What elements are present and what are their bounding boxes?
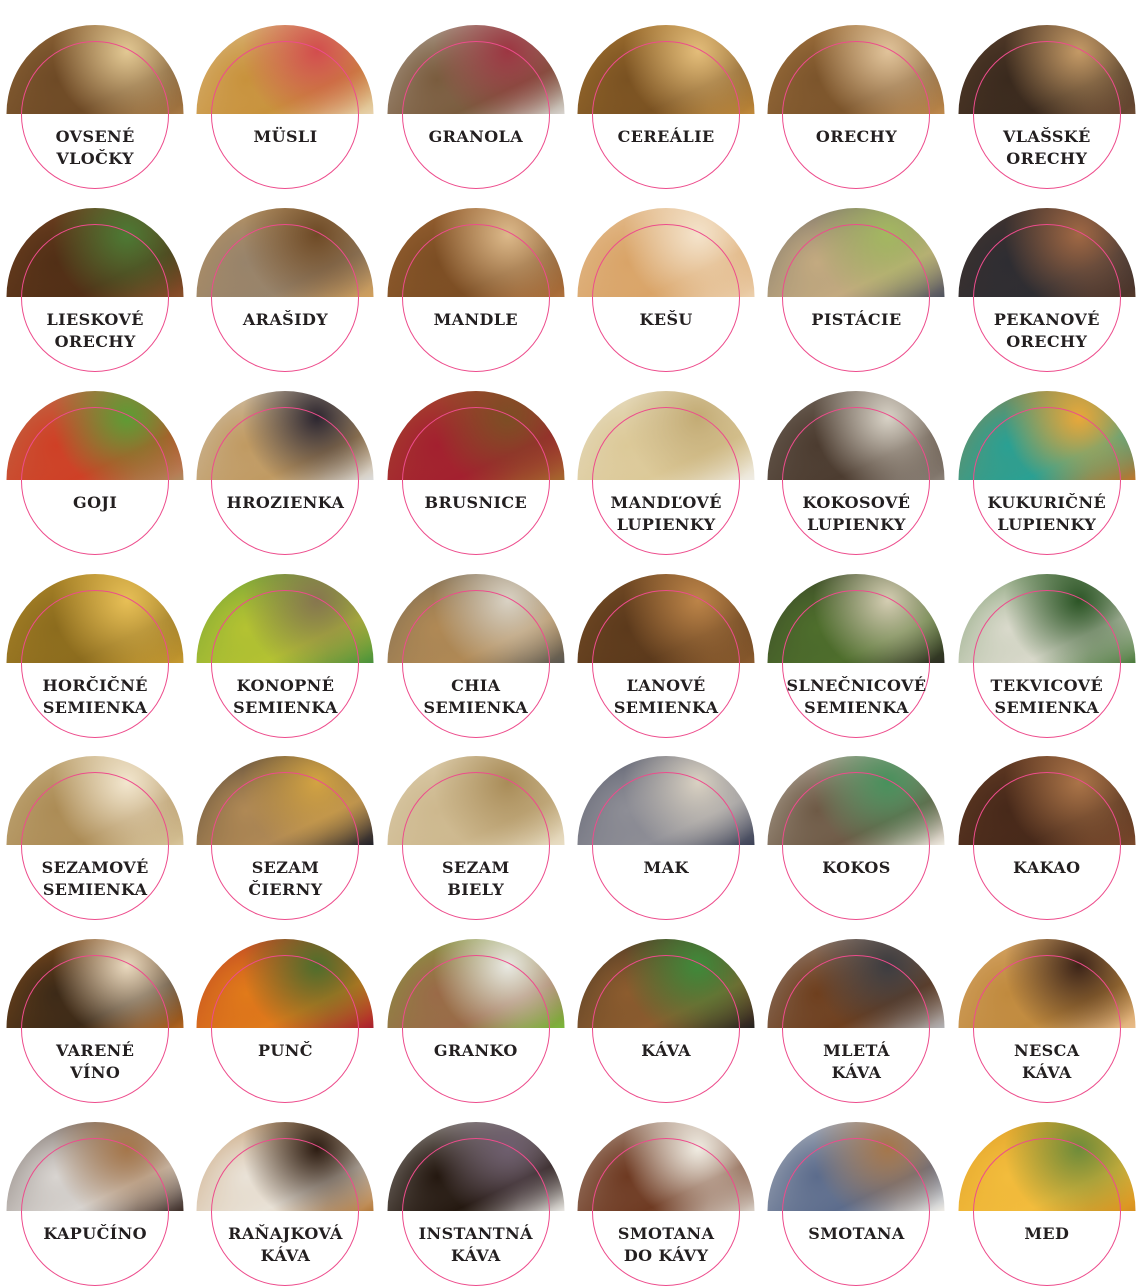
food-label-text bbox=[582, 1040, 750, 1062]
food-label-line: SEMIENKA bbox=[42, 697, 148, 717]
food-label-card bbox=[421, 747, 531, 898]
food-photo bbox=[7, 1122, 184, 1211]
food-photo bbox=[578, 939, 755, 1028]
food-label-text bbox=[392, 492, 560, 514]
food-label-line: ORECHY bbox=[815, 127, 898, 146]
food-label-text bbox=[11, 309, 179, 353]
food-label-card bbox=[418, 1113, 533, 1266]
food-label-text bbox=[582, 492, 750, 536]
food-photo bbox=[197, 208, 374, 297]
food-label-card bbox=[611, 930, 721, 1081]
food-label-card bbox=[611, 16, 721, 167]
food-label-card bbox=[801, 16, 911, 167]
food-label-text bbox=[392, 126, 560, 148]
food-photo bbox=[958, 1122, 1135, 1211]
food-label-line: KÁVA bbox=[260, 1246, 311, 1266]
food-label-text bbox=[201, 309, 369, 331]
food-photo bbox=[387, 391, 564, 480]
food-label-text bbox=[201, 675, 369, 719]
food-label-line: GRANOLA bbox=[428, 127, 524, 146]
food-label-text bbox=[963, 492, 1131, 536]
food-photo bbox=[578, 1122, 755, 1211]
food-label-text bbox=[963, 1040, 1131, 1084]
food-label-line: ĽANOVÉ bbox=[626, 675, 706, 695]
food-label-line: SEMIENKA bbox=[233, 697, 338, 717]
food-label-line: MÜSLI bbox=[253, 127, 318, 146]
food-label-card bbox=[40, 565, 150, 716]
food-label-line: ARAŠIDY bbox=[242, 309, 329, 329]
food-label-line: LUPIENKY bbox=[997, 514, 1097, 534]
food-label-card bbox=[40, 382, 150, 533]
food-label-line: KÁVA bbox=[1021, 1063, 1072, 1083]
food-photo bbox=[387, 208, 564, 297]
food-label-card bbox=[992, 16, 1102, 167]
food-label-line: SEMIENKA bbox=[804, 697, 909, 717]
food-label-card bbox=[992, 747, 1102, 898]
food-label-text bbox=[11, 1223, 179, 1245]
food-label-line: KEŠU bbox=[639, 309, 693, 329]
food-label-text bbox=[11, 1040, 179, 1084]
food-label-text bbox=[582, 857, 750, 879]
food-label-card bbox=[801, 1113, 911, 1264]
food-label-line: OVSENÉ bbox=[55, 127, 135, 146]
food-label-text bbox=[392, 675, 560, 719]
food-photo bbox=[387, 1122, 564, 1211]
food-label-text bbox=[772, 492, 940, 536]
food-label-text bbox=[963, 126, 1131, 170]
food-label-line: GOJI bbox=[73, 492, 118, 512]
food-label-text bbox=[772, 309, 940, 331]
food-photo bbox=[958, 574, 1135, 663]
food-label-line: KOKOS bbox=[822, 858, 891, 878]
food-label-line: KONOPNÉ bbox=[236, 675, 335, 695]
food-photo bbox=[578, 756, 755, 845]
food-label-text bbox=[772, 126, 940, 148]
food-label-line: SEZAMOVÉ bbox=[41, 858, 149, 878]
food-label-line: SEMIENKA bbox=[42, 880, 148, 900]
food-photo bbox=[768, 391, 945, 480]
food-label-text bbox=[963, 857, 1131, 879]
food-label-card bbox=[801, 747, 911, 898]
food-label-card bbox=[230, 199, 340, 350]
food-label-line: VÍNO bbox=[70, 1063, 121, 1083]
food-label-text bbox=[772, 857, 940, 879]
food-photo bbox=[958, 391, 1135, 480]
food-photo bbox=[197, 939, 374, 1028]
food-label-text bbox=[11, 675, 179, 719]
food-label-card bbox=[230, 930, 340, 1081]
food-label-line: SEZAM bbox=[442, 858, 510, 878]
food-photo bbox=[578, 574, 755, 663]
food-label-line: KAKAO bbox=[1013, 858, 1081, 878]
food-photo bbox=[7, 756, 184, 845]
food-photo bbox=[387, 574, 564, 663]
food-photo bbox=[7, 939, 184, 1028]
food-photo bbox=[768, 1122, 945, 1211]
food-label-text bbox=[963, 675, 1131, 719]
food-photo bbox=[7, 574, 184, 663]
food-label-line: MAK bbox=[643, 858, 689, 878]
food-label-card bbox=[230, 565, 340, 716]
food-label-card bbox=[230, 16, 340, 167]
food-label-line: KÁVA bbox=[831, 1063, 882, 1083]
food-label-text bbox=[963, 1223, 1131, 1245]
food-label-card bbox=[611, 747, 721, 898]
food-label-text bbox=[772, 675, 940, 719]
food-photo bbox=[7, 208, 184, 297]
food-label-line: SEMIENKA bbox=[613, 697, 719, 717]
food-photo bbox=[578, 208, 755, 297]
food-label-text bbox=[582, 309, 750, 331]
food-label-text bbox=[772, 1040, 940, 1084]
food-label-line: VLAŠSKÉ bbox=[1002, 127, 1091, 146]
food-label-text bbox=[201, 492, 369, 514]
food-photo bbox=[768, 25, 945, 114]
food-label-line: VARENÉ bbox=[56, 1041, 135, 1061]
food-label-line: SMOTANA bbox=[617, 1224, 715, 1244]
food-label-line: KÁVA bbox=[641, 1041, 691, 1061]
food-label-line: HROZIENKA bbox=[226, 492, 345, 512]
food-label-text bbox=[11, 857, 179, 901]
food-label-line: ORECHY bbox=[54, 331, 136, 351]
food-photo bbox=[958, 208, 1135, 297]
food-label-line: DO KÁVY bbox=[623, 1246, 709, 1266]
food-label-card bbox=[611, 565, 721, 716]
food-label-line: HORČIČNÉ bbox=[42, 675, 148, 695]
food-label-line: ORECHY bbox=[1006, 149, 1088, 168]
food-label-line: INSTANTNÁ bbox=[418, 1224, 533, 1244]
food-photo bbox=[578, 391, 755, 480]
food-label-line: VLOČKY bbox=[56, 149, 134, 168]
food-label-line: ČIERNY bbox=[248, 880, 323, 900]
food-label-line: CEREÁLIE bbox=[617, 127, 715, 146]
food-label-text bbox=[201, 126, 369, 148]
food-label-text bbox=[392, 1223, 560, 1267]
food-label-card bbox=[801, 382, 911, 533]
food-label-line: LIESKOVÉ bbox=[46, 309, 144, 329]
food-photo bbox=[958, 25, 1135, 114]
food-label-card bbox=[421, 565, 531, 716]
food-photo bbox=[387, 756, 564, 845]
food-label-line: LUPIENKY bbox=[616, 514, 716, 534]
food-label-line: PEKANOVÉ bbox=[993, 309, 1100, 329]
food-label-card bbox=[611, 199, 721, 350]
food-label-text bbox=[392, 857, 560, 901]
food-photo bbox=[768, 939, 945, 1028]
food-label-card bbox=[611, 382, 721, 533]
food-label-card bbox=[987, 382, 1107, 534]
food-photo bbox=[578, 25, 755, 114]
food-label-line: NESCA bbox=[1014, 1041, 1080, 1061]
food-label-text bbox=[772, 1223, 940, 1245]
food-label-card bbox=[421, 382, 531, 533]
food-label-line: SEZAM bbox=[251, 858, 320, 878]
food-label-line: SMOTANA bbox=[808, 1224, 905, 1244]
food-label-card bbox=[611, 1113, 721, 1264]
food-label-line: MANDĽOVÉ bbox=[610, 492, 722, 512]
food-label-line: MANDLE bbox=[433, 309, 519, 329]
food-label-text bbox=[201, 857, 369, 901]
food-label-card bbox=[421, 930, 531, 1081]
food-label-card bbox=[40, 747, 150, 898]
food-photo bbox=[7, 25, 184, 114]
food-label-card bbox=[992, 930, 1102, 1081]
food-label-text bbox=[11, 492, 179, 514]
food-label-line: PUNČ bbox=[258, 1041, 313, 1061]
food-label-card bbox=[801, 199, 911, 350]
food-label-card bbox=[226, 382, 345, 533]
food-label-card bbox=[992, 565, 1102, 716]
food-label-text bbox=[582, 126, 750, 148]
food-label-card bbox=[40, 16, 150, 167]
food-photo bbox=[197, 25, 374, 114]
food-label-card bbox=[230, 747, 340, 898]
food-photo bbox=[958, 756, 1135, 845]
food-label-line: SLNEČNICOVÉ bbox=[786, 675, 927, 695]
food-photo bbox=[387, 939, 564, 1028]
food-label-line: TEKVICOVÉ bbox=[990, 675, 1104, 695]
food-label-line: MLETÁ bbox=[823, 1041, 890, 1061]
food-photo bbox=[197, 574, 374, 663]
food-label-text bbox=[582, 1223, 750, 1267]
food-label-card bbox=[992, 1113, 1102, 1264]
food-label-text bbox=[392, 309, 560, 331]
food-photo bbox=[768, 208, 945, 297]
food-label-line: PISTÁCIE bbox=[811, 309, 902, 329]
food-label-text bbox=[11, 126, 179, 170]
food-photo bbox=[197, 1122, 374, 1211]
food-label-card bbox=[40, 930, 150, 1081]
food-label-text bbox=[392, 1040, 560, 1062]
food-label-card bbox=[40, 199, 150, 350]
food-label-line: ORECHY bbox=[1006, 331, 1088, 351]
food-label-line: BRUSNICE bbox=[424, 492, 528, 512]
food-label-line: SEMIENKA bbox=[994, 697, 1100, 717]
food-label-card bbox=[421, 199, 531, 350]
food-label-text bbox=[963, 309, 1131, 353]
food-label-line: RAŇAJKOVÁ bbox=[228, 1224, 343, 1244]
food-label-card bbox=[40, 1113, 150, 1264]
food-label-line: LUPIENKY bbox=[807, 514, 906, 534]
food-label-line: SEMIENKA bbox=[423, 697, 529, 717]
food-label-card bbox=[786, 565, 927, 717]
food-photo bbox=[768, 574, 945, 663]
food-photo bbox=[768, 756, 945, 845]
food-label-card bbox=[421, 16, 531, 167]
food-label-line: KÁVA bbox=[450, 1246, 501, 1266]
food-label-line: MED bbox=[1024, 1224, 1070, 1244]
food-label-line: CHIA bbox=[451, 675, 501, 695]
food-photo bbox=[387, 25, 564, 114]
food-label-line: KOKOSOVÉ bbox=[802, 492, 911, 512]
food-label-card bbox=[992, 199, 1102, 350]
food-photo bbox=[197, 391, 374, 480]
food-label-line: BIELY bbox=[447, 880, 505, 900]
food-label-text bbox=[582, 675, 750, 719]
food-label-card bbox=[228, 1113, 343, 1266]
food-label-line: KAPUČÍNO bbox=[43, 1224, 147, 1244]
food-photo bbox=[7, 391, 184, 480]
food-label-text bbox=[201, 1223, 369, 1267]
food-label-line: GRANKO bbox=[433, 1041, 518, 1061]
food-label-text bbox=[201, 1040, 369, 1062]
food-photo bbox=[958, 939, 1135, 1028]
food-label-line: KUKURIČNÉ bbox=[987, 492, 1107, 512]
food-photo bbox=[197, 756, 374, 845]
food-label-card bbox=[801, 930, 911, 1081]
